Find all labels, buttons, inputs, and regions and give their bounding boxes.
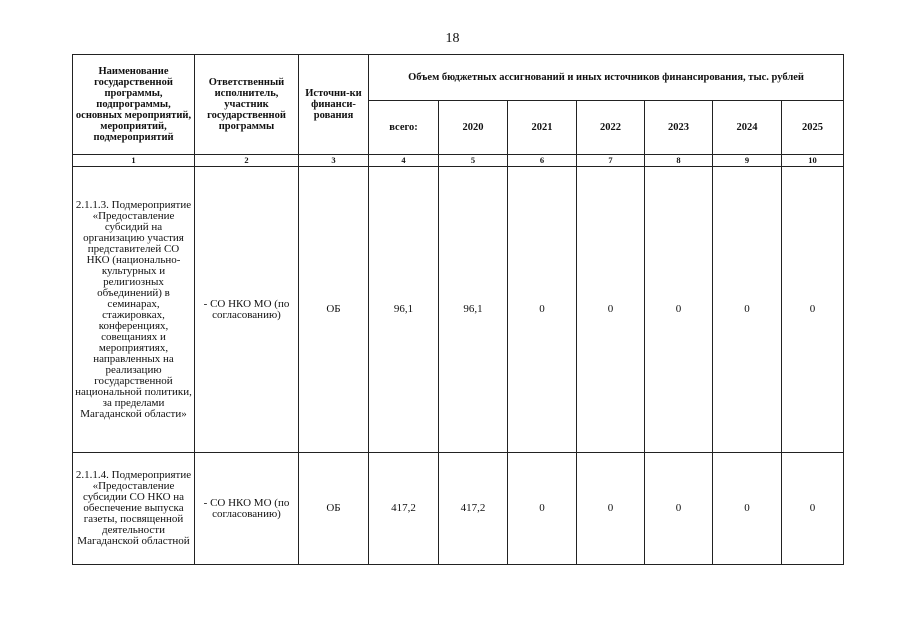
column-number: 10	[782, 155, 844, 167]
header-name: Наименование государственной программы, подпрограммы, основных мероприятий, мероприятий, подмероприятий	[73, 55, 195, 155]
column-number: 3	[299, 155, 369, 167]
column-number: 1	[73, 155, 195, 167]
row-executor: - СО НКО МО (по согласованию)	[195, 167, 299, 453]
header-year-2021: 2021	[508, 101, 577, 155]
page-number: 18	[445, 31, 460, 46]
header-year-2022: 2022	[577, 101, 645, 155]
row-value-2020: 96,1	[439, 167, 508, 453]
row-value-2025: 0	[782, 167, 844, 453]
row-value-2024: 0	[713, 453, 782, 565]
row-value-2024: 0	[713, 167, 782, 453]
column-number: 2	[195, 155, 299, 167]
column-number: 5	[439, 155, 508, 167]
header-volume: Объем бюджетных ассигнований и иных источников финансирования, тыс. рублей	[369, 55, 844, 101]
budget-table	[72, 54, 844, 565]
column-number-row	[73, 155, 844, 167]
row-value-2022: 0	[577, 167, 645, 453]
column-number: 9	[713, 155, 782, 167]
row-name: 2.1.1.4. Подмероприятие «Предоставление субсидии СО НКО на обеспечение выпуска газеты, посвященной деятельности Магаданской областной	[73, 453, 195, 565]
column-number: 8	[645, 155, 713, 167]
column-number: 4	[369, 155, 439, 167]
row-value-2020: 417,2	[439, 453, 508, 565]
column-number: 7	[577, 155, 645, 167]
row-executor: - СО НКО МО (по согласованию)	[195, 453, 299, 565]
header-executor: Ответственный исполнитель, участник государственной программы	[195, 55, 299, 155]
header-year-2024: 2024	[713, 101, 782, 155]
table-row	[73, 167, 844, 453]
row-source: ОБ	[299, 453, 369, 565]
column-number: 6	[508, 155, 577, 167]
row-total: 417,2	[369, 453, 439, 565]
row-value-2023: 0	[645, 167, 713, 453]
row-source: ОБ	[299, 167, 369, 453]
row-value-2025: 0	[782, 453, 844, 565]
row-value-2022: 0	[577, 453, 645, 565]
row-value-2023: 0	[645, 453, 713, 565]
header-source: Источни-ки финанси-рования	[299, 55, 369, 155]
row-name: 2.1.1.3. Подмероприятие «Предоставление субсидий на организацию участия представителей СО НКО (национально-культурных и религиозных объединений) в семинарах, стажировках, конференциях, совещаниях и мероприятиях, направленных на реализацию государственной национальной политики, за пределами Магаданской области»	[73, 167, 195, 453]
header-year-2023: 2023	[645, 101, 713, 155]
header-year-2020: 2020	[439, 101, 508, 155]
header-total: всего:	[369, 101, 439, 155]
table-row	[73, 453, 844, 565]
row-total: 96,1	[369, 167, 439, 453]
header-year-2025: 2025	[782, 101, 844, 155]
row-value-2021: 0	[508, 453, 577, 565]
row-value-2021: 0	[508, 167, 577, 453]
